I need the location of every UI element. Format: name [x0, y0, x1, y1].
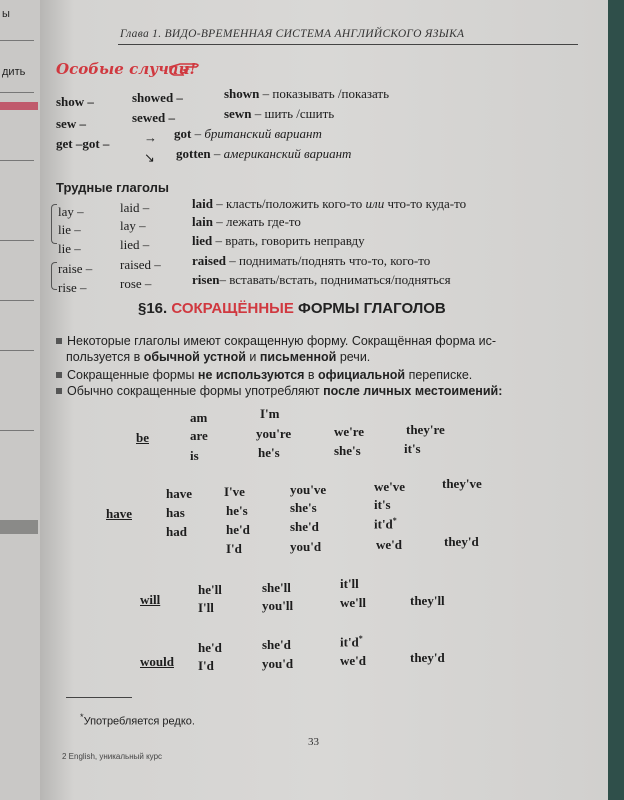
difficult-row-2: lain – лежать где-то [192, 214, 301, 229]
have-its: it's [374, 497, 391, 512]
verb-will: will [140, 592, 161, 607]
verb-have: have [106, 506, 132, 521]
right-cover-edge [608, 0, 624, 800]
have-ive: I've [224, 484, 245, 499]
special-v1: get –got – [56, 136, 110, 151]
left-line [0, 160, 34, 161]
difficult-v2: laid – [120, 200, 150, 215]
difficult-v1: raise – [58, 261, 93, 276]
bullet-1-cont: пользуется в обычной устной и письменной речи. [66, 350, 371, 364]
be-theyre: they're [406, 422, 445, 437]
would-id: I'd [198, 658, 214, 673]
would-wed: we'd [340, 653, 366, 668]
have-has: has [166, 505, 185, 520]
header-rule [118, 44, 578, 45]
section-title: §16. СОКРАЩЁННЫЕ ФОРМЫ ГЛАГОЛОВ [138, 300, 446, 317]
bullet-icon [56, 388, 62, 394]
be-are: are [190, 428, 208, 443]
left-pink-strip [0, 102, 38, 110]
difficult-v2: lay – [120, 218, 146, 233]
left-fragment-1: ы [2, 8, 10, 20]
bullet-3: Обычно сокращенные формы употребляют после личных местоимений: [56, 384, 502, 398]
would-youd: you'd [262, 656, 294, 671]
brace-lay-lie [51, 204, 57, 244]
have-theyd: they'd [444, 534, 479, 549]
have-had: had [166, 524, 187, 539]
page-number: 33 [308, 736, 319, 748]
be-am: am [190, 410, 208, 425]
have-theyve: they've [442, 476, 482, 491]
have-hed: he'd [226, 522, 250, 537]
difficult-v1: lie – [58, 222, 81, 237]
running-header: Глава 1. ВИДО-ВРЕМЕННАЯ СИСТЕМА АНГЛИЙСКОГО ЯЗЫКА [120, 28, 465, 40]
special-row-4: gotten – американский вариант [176, 146, 352, 161]
special-v1: show – [56, 94, 94, 109]
be-were: we're [334, 424, 365, 439]
special-row-3: got – британский вариант [174, 126, 322, 141]
left-dark-strip [0, 520, 38, 534]
difficult-verbs-heading: Трудные глаголы [56, 180, 169, 195]
will-theyll: they'll [410, 593, 445, 608]
left-line [0, 300, 34, 301]
left-fragment-2: дить [2, 66, 26, 78]
difficult-v1: rise – [58, 280, 87, 295]
have-hes: he's [226, 503, 248, 518]
bullet-2: Сокращенные формы не используются в официальной переписке. [56, 368, 472, 382]
have-youve: you've [290, 482, 327, 497]
left-line [0, 350, 34, 351]
difficult-v2: lied – [120, 237, 150, 252]
arrow-right-icon: → [144, 130, 157, 145]
would-hed: he'd [198, 640, 222, 655]
would-theyd: they'd [410, 650, 445, 665]
will-shell: she'll [262, 580, 291, 595]
special-v2: sewed – [132, 110, 175, 125]
special-v2: showed – [132, 90, 183, 105]
special-cases-label: Особые случаи! [56, 60, 197, 78]
difficult-row-1: laid – класть/положить кого-то или что-то куда-то [192, 196, 467, 211]
have-have: have [166, 486, 192, 501]
will-youll: you'll [262, 598, 294, 613]
bullet-icon [56, 338, 62, 344]
have-youd: you'd [290, 539, 322, 554]
be-shes: she's [334, 443, 361, 458]
difficult-row-3: lied – врать, говорить неправду [192, 233, 365, 248]
left-line [0, 92, 34, 93]
be-youre: you're [256, 426, 292, 441]
have-itd: it'd* [374, 516, 397, 532]
be-its: it's [404, 441, 421, 456]
have-id: I'd [226, 541, 242, 556]
special-row-2: sewn – шить /сшить [224, 106, 335, 121]
difficult-row-4: raised – поднимать/поднять что-то, кого-то [192, 253, 431, 268]
be-im: I'm [260, 406, 280, 421]
will-ill: I'll [198, 600, 214, 615]
pointing-hand-icon [168, 58, 202, 78]
would-itd: it'd* [340, 634, 363, 650]
difficult-row-5: risen– вставать/встать, подниматься/подняться [192, 272, 451, 287]
have-wed: we'd [376, 537, 402, 552]
left-line [0, 40, 34, 41]
verb-would: would [140, 654, 174, 669]
footnote: *Употребляется редко. [80, 712, 195, 728]
will-itll: it'll [340, 576, 359, 591]
will-well: we'll [340, 595, 366, 610]
bottom-note: 2 English, уникальный курс [62, 752, 163, 761]
bullet-1: Некоторые глаголы имеют сокращенную форму. Сокращённая форма ис- [56, 334, 496, 348]
have-weve: we've [374, 479, 406, 494]
special-v1: sew – [56, 116, 86, 131]
brace-raise-rise [51, 262, 57, 290]
will-hell: he'll [198, 582, 222, 597]
bullet-icon [56, 372, 62, 378]
footnote-rule [66, 697, 132, 698]
have-shed: she'd [290, 519, 319, 534]
left-line [0, 430, 34, 431]
difficult-v1: lay – [58, 204, 84, 219]
have-shes: she's [290, 500, 317, 515]
book-page [40, 0, 608, 800]
be-hes: he's [258, 445, 280, 460]
difficult-v2: rose – [120, 276, 152, 291]
left-line [0, 240, 34, 241]
difficult-v2: raised – [120, 257, 161, 272]
verb-be: be [136, 430, 149, 445]
be-is: is [190, 448, 199, 463]
difficult-v1: lie – [58, 241, 81, 256]
would-shed: she'd [262, 637, 291, 652]
special-row-1: shown – показывать /показать [224, 86, 390, 101]
arrow-down-right-icon: ↘ [144, 150, 155, 165]
left-page-edge [0, 0, 40, 800]
